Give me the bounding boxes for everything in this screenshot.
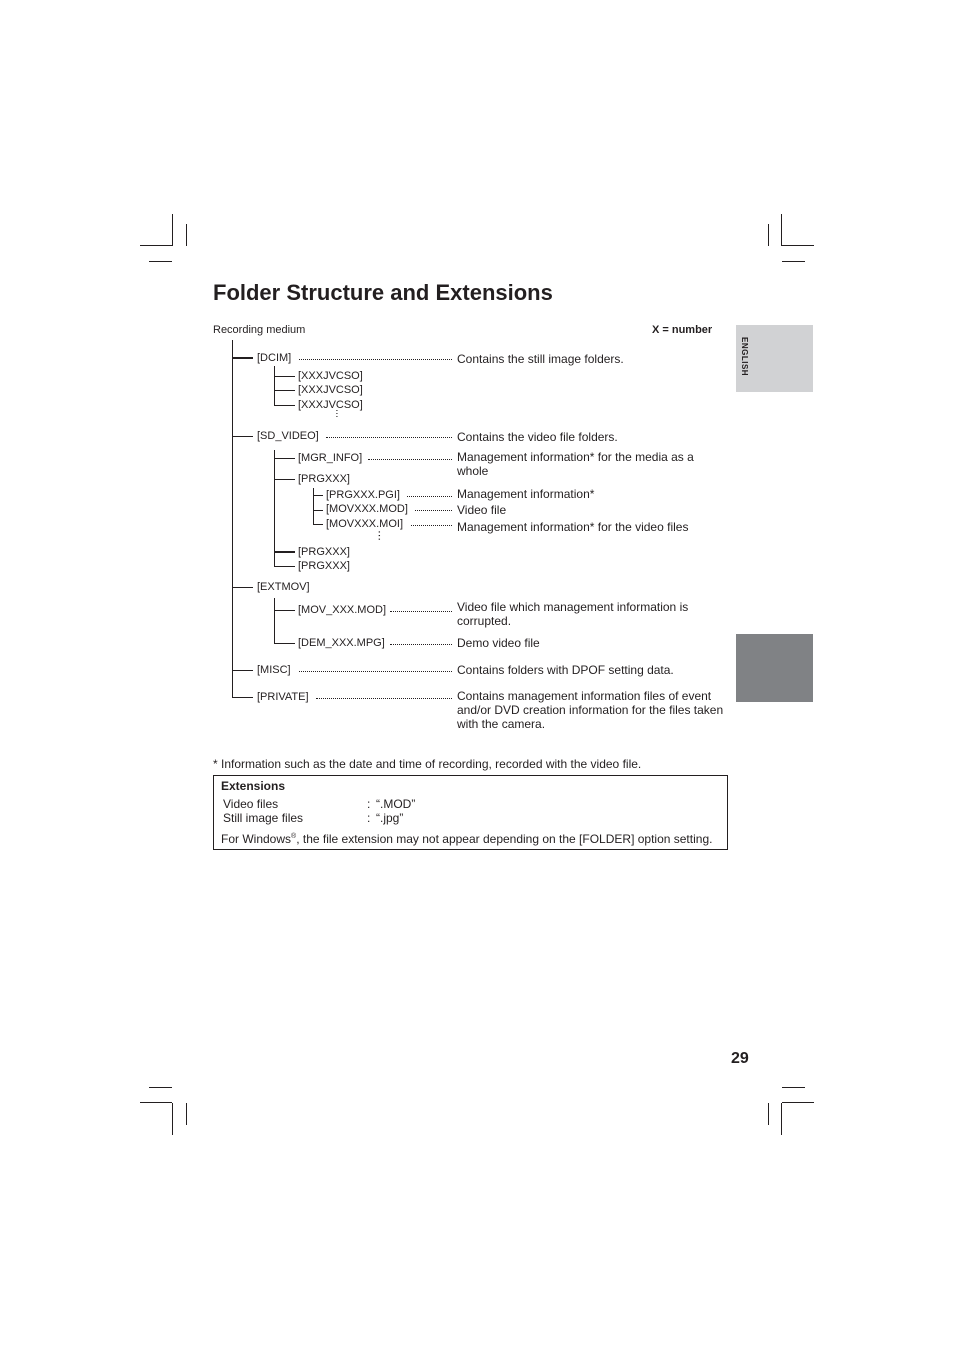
page-title: Folder Structure and Extensions <box>213 280 553 305</box>
folder-dcim-label: [DCIM] <box>257 352 292 364</box>
leader-dots <box>411 525 452 526</box>
folder-private-desc: Contains management information files of event and/or DVD creation information for the files taken with the camera. <box>457 689 724 731</box>
leader-dots <box>368 459 452 460</box>
language-tab <box>736 325 813 392</box>
leader-dots <box>326 437 452 438</box>
folder-xxxjvcso-3: [XXXJVCSO] <box>298 399 363 411</box>
leader-dots <box>299 671 452 672</box>
file-prgxxx-pgi-label: [PRGXXX.PGI] <box>326 489 400 501</box>
file-movxxx-mod-label: [MOVXXX.MOD] <box>326 503 408 515</box>
file-mov-xxx-mod-desc: Video file which management information is corrupted. <box>457 600 689 628</box>
file-mov-xxx-mod-label: [MOV_XXX.MOD] <box>298 604 387 616</box>
extensions-still-sep: : <box>367 811 371 825</box>
extensions-still-value: “.jpg” <box>376 811 404 825</box>
language-tab-label: ENGLISH <box>740 337 749 377</box>
file-prgxxx-pgi-desc: Management information* <box>457 487 595 501</box>
page-number: 29 <box>731 1050 749 1067</box>
file-dem-xxx-mpg-desc: Demo video file <box>457 636 540 650</box>
folder-xxxjvcso-1: [XXXJVCSO] <box>298 370 363 382</box>
extensions-video-sep: : <box>367 797 371 811</box>
leader-dots <box>390 644 452 645</box>
file-movxxx-moi-desc: Management information* for the video files <box>457 520 689 534</box>
leader-dots <box>316 698 452 699</box>
extensions-note-suffix: , the file extension may not appear depending on the [FOLDER] option setting. <box>296 832 713 846</box>
folder-sd-video-desc: Contains the video file folders. <box>457 430 618 444</box>
extensions-video-value: “.MOD” <box>376 797 416 811</box>
extensions-video-label: Video files <box>223 797 279 811</box>
folder-prgxxx-3: [PRGXXX] <box>298 560 350 572</box>
extensions-note <box>221 830 712 846</box>
folder-extmov: [EXTMOV] <box>257 581 310 593</box>
folder-xxxjvcso-2: [XXXJVCSO] <box>298 384 363 396</box>
registered-mark: ® <box>291 833 297 840</box>
legend-x-number: X = number <box>652 324 713 336</box>
extensions-heading: Extensions <box>221 779 286 793</box>
folder-mgr-info-label: [MGR_INFO] <box>298 452 363 464</box>
folder-misc-desc: Contains folders with DPOF setting data. <box>457 663 674 677</box>
file-movxxx-mod-desc: Video file <box>457 503 507 517</box>
leader-dots <box>415 510 452 511</box>
folder-dcim-desc: Contains the still image folders. <box>457 352 624 366</box>
section-tab <box>736 634 813 702</box>
file-dem-xxx-mpg-label: [DEM_XXX.MPG] <box>298 637 385 649</box>
leader-dots <box>390 611 452 612</box>
leader-dots <box>299 359 452 360</box>
leader-dots <box>407 496 452 497</box>
extensions-note-prefix: For Windows <box>221 832 292 846</box>
folder-misc-label: [MISC] <box>257 664 291 676</box>
folder-prgxxx-2: [PRGXXX] <box>298 546 350 558</box>
folder-prgxxx: [PRGXXX] <box>298 473 350 485</box>
footnote: * Information such as the date and time of recording, recorded with the video file. <box>213 757 642 771</box>
extensions-still-label: Still image files <box>223 811 304 825</box>
folder-private-label: [PRIVATE] <box>257 691 309 703</box>
folder-mgr-info-desc: Management information* for the media as a whole <box>457 450 694 478</box>
folder-sd-video-label: [SD_VIDEO] <box>257 430 319 442</box>
prg-more-ellipsis: ⋯ <box>373 530 385 541</box>
extensions-box <box>213 775 728 850</box>
root-label: Recording medium <box>213 324 306 336</box>
file-movxxx-moi-label: [MOVXXX.MOI] <box>326 518 404 530</box>
dcim-more-ellipsis: ⋯ <box>332 409 342 418</box>
